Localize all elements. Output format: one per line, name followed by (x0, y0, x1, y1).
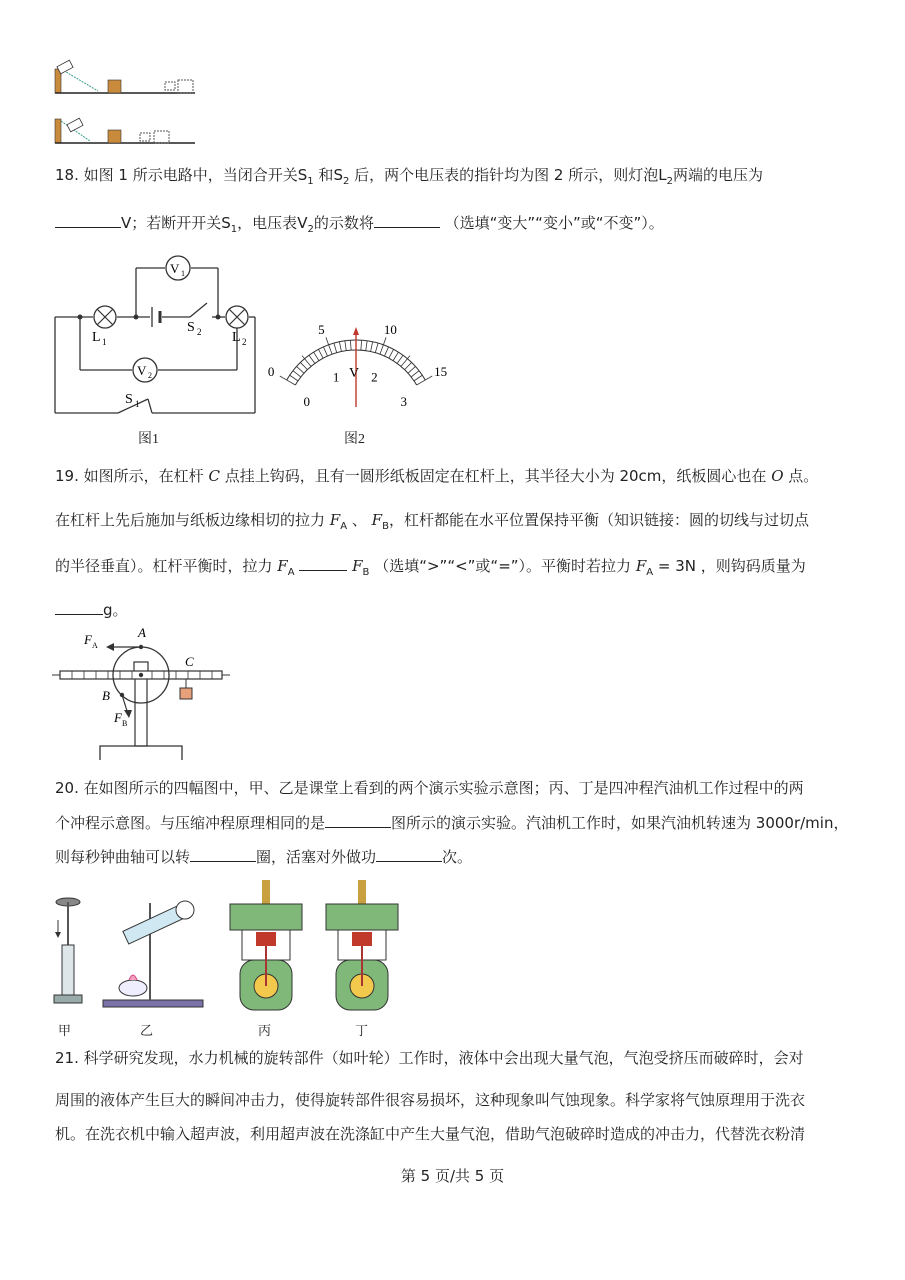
svg-text:F: F (114, 710, 122, 725)
svg-text:A: A (92, 641, 98, 650)
svg-text:B: B (102, 688, 110, 703)
meter-tick (345, 341, 346, 351)
meter-inner-label: 2 (371, 369, 378, 385)
svg-text:C: C (185, 654, 194, 669)
meter-outer-label: 0 (268, 364, 275, 379)
meter-tick (293, 371, 301, 377)
meter-tick (397, 355, 403, 363)
svg-text:2: 2 (242, 337, 247, 347)
meter-tick (405, 362, 412, 369)
caption-bing: 丙 (258, 1023, 272, 1038)
meter-tick (309, 355, 315, 363)
cart-lower (67, 118, 83, 132)
caption-ding: 丁 (355, 1023, 369, 1038)
svg-text:L: L (232, 330, 241, 345)
answer-blank-demo[interactable] (325, 813, 391, 828)
caption-jia: 甲 (58, 1023, 72, 1038)
caption-yi: 乙 (140, 1023, 154, 1038)
q19-line-2: 在杠杆上先后施加与纸板边缘相切的拉力 $F_A$ 、 $F_B$，杠杆都能在水平位置保持平衡（知识链接：圆的切线与过切点 (55, 511, 809, 532)
q18-line-2: V；若断开开关$S_1$，电压表$V_2$的示数将 （选填“变大”“变小”或“不变”）。 (55, 213, 664, 236)
svg-text:B: B (122, 719, 128, 728)
lamp-l1 (94, 306, 116, 328)
meter-outer-label: 15 (434, 364, 448, 379)
meter-tick (334, 343, 337, 353)
meter-tick (339, 342, 341, 352)
answer-blank-reading[interactable] (374, 213, 440, 228)
svg-text:L: L (92, 330, 101, 345)
meter-inner-label: 0 (303, 394, 311, 409)
meter-tick (361, 340, 362, 350)
meter-outer-label: 5 (318, 321, 325, 337)
q21-line-2: 周围的液体产生巨大的瞬间冲击力，使得旋转部件很容易损坏，这种现象叫气蚀现象。科学家将气蚀原理用于洗衣 (55, 1091, 806, 1109)
q21-line-3: 机。在洗衣机中输入超声波，利用超声波在洗涤缸中产生大量气泡，借助气泡破碎时造成的冲击力，代替洗衣粉清 (55, 1125, 806, 1143)
lever-diagram (52, 622, 232, 764)
svg-text:S: S (125, 392, 133, 407)
meter-tick (408, 366, 415, 373)
page-footer: 第 5 页/共 5 页 (400, 1167, 505, 1185)
meter-tick (384, 347, 388, 356)
answer-blank-work[interactable] (376, 847, 442, 862)
svg-text:2: 2 (197, 327, 202, 337)
svg-text:1: 1 (102, 337, 107, 347)
meter-tick (300, 362, 307, 369)
meter-inner-label: 1 (332, 369, 340, 385)
answer-blank-mass[interactable] (55, 600, 103, 615)
q20-line-2: 个冲程示意图。与压缩冲程原理相同的是 图所示的演示实验。汽油机工作时，如果汽油机转速为 3000r/min， (55, 814, 849, 832)
meter-tick (375, 343, 378, 353)
svg-text:S: S (187, 320, 195, 335)
svg-text:V: V (137, 363, 147, 378)
demo-jia (48, 890, 88, 1015)
q18-line-1: 18. 如图 1 所示电路中，当闭合开关$S_1$ 和$S_2$ 后，两个电压表的指针均为图 2 所示，则灯泡$L_2$两端的电压为 (55, 166, 763, 187)
meter-tick (314, 352, 319, 360)
meter-tick (371, 342, 373, 352)
q19-line-3: 的半径垂直）。杠杆平衡时，拉力 $F_A$ $F_B$ （选填“>”“<”或“=”）。平衡时若拉力 $F_A = 3N$ ，则钩码质量为 (55, 557, 806, 578)
wood-block-upper (108, 80, 121, 93)
demo-yi (95, 888, 215, 1016)
meter-tick (297, 366, 304, 373)
ramp-figures (50, 55, 210, 150)
svg-text:2: 2 (148, 371, 152, 380)
q20-line-3: 则每秒钟曲轴可以转 圈，活塞对外做功 次。 (55, 848, 473, 866)
svg-text:A: A (138, 625, 146, 640)
cart-upper (57, 60, 73, 74)
answer-blank-voltage[interactable] (55, 213, 121, 228)
circuit-diagram (50, 255, 265, 420)
answer-blank-compare[interactable] (299, 556, 347, 571)
meter-tick (323, 347, 327, 356)
meter-outer-label: 10 (383, 321, 397, 337)
meter-tick (411, 371, 419, 377)
svg-text:V: V (170, 261, 180, 276)
meter-tick (366, 341, 367, 351)
q19-line-1: 19. 如图所示，在杠杆 C 点挂上钩码，且有一圆形纸板固定在杠杆上，其半径大小为 20cm，纸板圆心也在 O 点。 (55, 467, 819, 485)
answer-blank-turns[interactable] (190, 847, 256, 862)
svg-text:1: 1 (135, 399, 140, 409)
voltmeter-dial (268, 305, 448, 415)
engine-bing (222, 880, 312, 1018)
svg-text:F: F (84, 632, 92, 647)
svg-text:1: 1 (181, 269, 185, 278)
meter-tick (290, 375, 298, 381)
meter-tick (389, 349, 394, 358)
q21-line-1: 21. 科学研究发现，水力机械的旋转部件（如叶轮）工作时，液体中会出现大量气泡，气泡受挤压而破碎时，会对 (55, 1049, 804, 1067)
meter-tick (393, 352, 398, 360)
meter-unit: V (349, 366, 360, 381)
meter-tick (414, 375, 422, 381)
q19-line-4: g。 (55, 600, 128, 620)
meter-tick (350, 340, 351, 350)
hook-weight (180, 688, 192, 699)
figure-1-caption: 图1 (138, 432, 159, 447)
figure-2-caption: 图2 (344, 432, 365, 447)
q20-line-1: 20. 在如图所示的四幅图中，甲、乙是课堂上看到的两个演示实验示意图；丙、丁是四冲程汽油机工作过程中的两 (55, 779, 804, 797)
meter-tick (318, 349, 323, 358)
wood-block-lower (108, 130, 121, 143)
lamp-l2 (226, 306, 248, 328)
meter-inner-label: 3 (400, 394, 407, 409)
engine-ding (320, 880, 410, 1018)
ramp-block-lower (55, 119, 61, 143)
